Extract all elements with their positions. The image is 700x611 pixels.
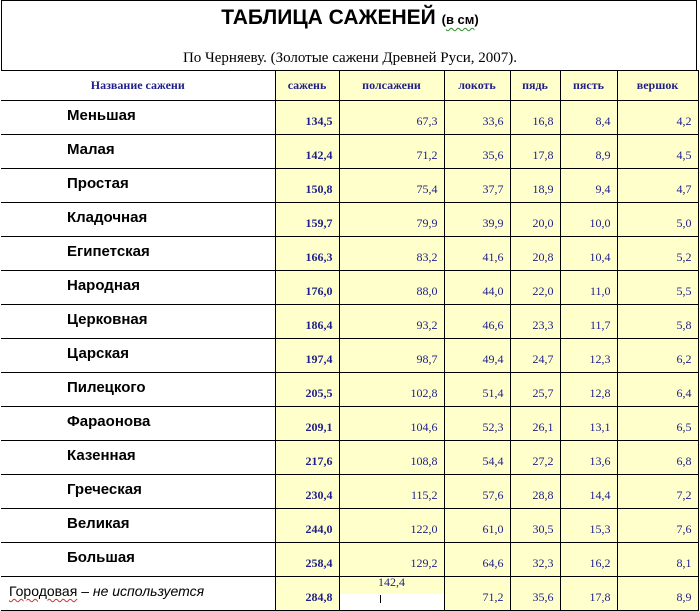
cell-vershok: 5,8 [617, 305, 698, 339]
table-row [1, 373, 698, 407]
table-row [1, 475, 698, 509]
cell-half: 104,6 [339, 407, 444, 441]
page-title [0, 6, 700, 30]
cell-lokot: 39,9 [444, 203, 510, 237]
cell-half: 79,9 [339, 203, 444, 237]
cell-lokot: 37,7 [444, 169, 510, 203]
cell-sazhen: 166,3 [275, 237, 339, 271]
sazhen-table [1, 70, 699, 611]
cell-pyast: 10,4 [560, 237, 617, 271]
cell-sazhen: 176,0 [275, 271, 339, 305]
subtitle-source: По Черняеву. (Золотые сажени Древней Руси, 2007). [182, 50, 518, 66]
cell-half: 122,0 [339, 509, 444, 543]
cell-vershok: 5,5 [617, 271, 698, 305]
cell-sazhen: 230,4 [275, 475, 339, 509]
title-main: ТАБЛИЦА САЖЕНЕЙ [221, 6, 436, 29]
table-row [1, 101, 698, 135]
table-row [1, 169, 698, 203]
cell-sazhen: 217,6 [275, 441, 339, 475]
last-row-name: Городовая [9, 583, 78, 599]
cell-sazhen: 284,8 [275, 577, 339, 611]
cell-vershok: 4,7 [617, 169, 698, 203]
cell-pyast: 16,2 [560, 543, 617, 577]
cell-pyad: 26,1 [510, 407, 560, 441]
cell-lokot: 61,0 [444, 509, 510, 543]
table-row [1, 441, 698, 475]
cell-vershok: 7,2 [617, 475, 698, 509]
cell-pyast: 11,0 [560, 271, 617, 305]
row-name: Простая [1, 169, 275, 203]
cell-pyad: 18,9 [510, 169, 560, 203]
cell-half: 93,2 [339, 305, 444, 339]
last-row-note: не используется [92, 583, 205, 599]
cell-pyast: 8,4 [560, 101, 617, 135]
cell-pyast: 17,8 [560, 577, 617, 611]
header-lokot: локоть [444, 71, 510, 101]
cell-pyad: 17,8 [510, 135, 560, 169]
header-row [1, 71, 698, 101]
cell-vershok: 4,5 [617, 135, 698, 169]
table-row [1, 339, 698, 373]
cell-half: 115,2 [339, 475, 444, 509]
cell-lokot: 33,6 [444, 101, 510, 135]
cell-pyad: 28,8 [510, 475, 560, 509]
cell-pyad: 27,2 [510, 441, 560, 475]
header-pyad: пядь [510, 71, 560, 101]
cell-pyad: 32,3 [510, 543, 560, 577]
last-row-dash: – [77, 583, 93, 599]
cell-sazhen: 209,1 [275, 407, 339, 441]
cell-lokot: 41,6 [444, 237, 510, 271]
cell-lokot: 64,6 [444, 543, 510, 577]
cell-vershok: 8,9 [617, 577, 698, 611]
cell-pyad: 25,7 [510, 373, 560, 407]
cell-pyast: 11,7 [560, 305, 617, 339]
cell-half: 75,4 [339, 169, 444, 203]
row-name: Кладочная [1, 203, 275, 237]
cell-pyast: 10,0 [560, 203, 617, 237]
table-row [1, 305, 698, 339]
row-name: Малая [1, 135, 275, 169]
cell-half: 71,2 [339, 135, 444, 169]
cell-lokot: 46,6 [444, 305, 510, 339]
cell-pyad: 20,8 [510, 237, 560, 271]
cell-pyast: 15,3 [560, 509, 617, 543]
title-unit-text: в см [445, 12, 475, 27]
header-half: полсажени [339, 71, 444, 101]
cell-vershok: 8,1 [617, 543, 698, 577]
cell-lokot: 54,4 [444, 441, 510, 475]
cell-vershok: 4,2 [617, 101, 698, 135]
cell-pyad: 30,5 [510, 509, 560, 543]
cell-half: 108,8 [339, 441, 444, 475]
cell-half: 102,8 [339, 373, 444, 407]
cell-sazhen: 258,4 [275, 543, 339, 577]
cell-lokot: 57,6 [444, 475, 510, 509]
cell-pyast: 8,9 [560, 135, 617, 169]
cell-vershok: 5,0 [617, 203, 698, 237]
cell-sazhen: 134,5 [275, 101, 339, 135]
cell-pyast: 13,6 [560, 441, 617, 475]
table-row [1, 271, 698, 305]
cell-vershok: 7,6 [617, 509, 698, 543]
cell-half: 88,0 [339, 271, 444, 305]
cell-pyad: 16,8 [510, 101, 560, 135]
cell-lokot: 35,6 [444, 135, 510, 169]
header-pyast: пясть [560, 71, 617, 101]
row-name: Фараонова [1, 407, 275, 441]
row-name: Народная [1, 271, 275, 305]
cell-sazhen: 142,4 [275, 135, 339, 169]
cell-sazhen: 159,7 [275, 203, 339, 237]
table-row [1, 203, 698, 237]
cell-sazhen: 150,8 [275, 169, 339, 203]
cell-half: 83,2 [339, 237, 444, 271]
cell-sazhen: 197,4 [275, 339, 339, 373]
table-row [1, 509, 698, 543]
cell-vershok: 6,4 [617, 373, 698, 407]
row-name-last [1, 577, 275, 611]
cell-lokot: 52,3 [444, 407, 510, 441]
cell-half: 129,2 [339, 543, 444, 577]
cell-vershok: 5,2 [617, 237, 698, 271]
cell-half [339, 577, 444, 611]
cell-half: 98,7 [339, 339, 444, 373]
header-sazhen: сажень [275, 71, 339, 101]
cell-sazhen: 244,0 [275, 509, 339, 543]
cell-pyad: 35,6 [510, 577, 560, 611]
cell-pyad: 24,7 [510, 339, 560, 373]
table-row [1, 135, 698, 169]
table-row [1, 237, 698, 271]
row-name: Меньшая [1, 101, 275, 135]
cell-sazhen: 186,4 [275, 305, 339, 339]
row-name: Казенная [1, 441, 275, 475]
header-vershok: вершок [617, 71, 698, 101]
table-row [1, 543, 698, 577]
cell-pyad: 22,0 [510, 271, 560, 305]
cell-pyast: 14,4 [560, 475, 617, 509]
cell-pyad: 20,0 [510, 203, 560, 237]
cell-lokot: 51,4 [444, 373, 510, 407]
cell-lokot: 49,4 [444, 339, 510, 373]
table-row-last [1, 577, 698, 611]
cell-lokot: 44,0 [444, 271, 510, 305]
cell-pyast: 12,3 [560, 339, 617, 373]
title-unit: (в см) [441, 12, 479, 27]
row-name: Пилецкого [1, 373, 275, 407]
row-name: Царская [1, 339, 275, 373]
header-name: Название сажени [1, 71, 275, 101]
row-name: Великая [1, 509, 275, 543]
table-row [1, 407, 698, 441]
cell-vershok: 6,2 [617, 339, 698, 373]
row-name: Греческая [1, 475, 275, 509]
cell-pyast: 12,8 [560, 373, 617, 407]
text-cursor [380, 595, 381, 603]
cell-vershok: 6,5 [617, 407, 698, 441]
row-name: Египетская [1, 237, 275, 271]
cell-pyast: 9,4 [560, 169, 617, 203]
cell-lokot: 71,2 [444, 577, 510, 611]
row-name: Большая [1, 543, 275, 577]
cell-sazhen: 205,5 [275, 373, 339, 407]
table-body [1, 101, 698, 611]
row-name: Церковная [1, 305, 275, 339]
half-cell-value: 142,4 [378, 575, 405, 589]
cell-pyast: 13,1 [560, 407, 617, 441]
half-cell-white-box [340, 594, 444, 610]
cell-half: 67,3 [339, 101, 444, 135]
cell-vershok: 6,8 [617, 441, 698, 475]
cell-pyad: 23,3 [510, 305, 560, 339]
